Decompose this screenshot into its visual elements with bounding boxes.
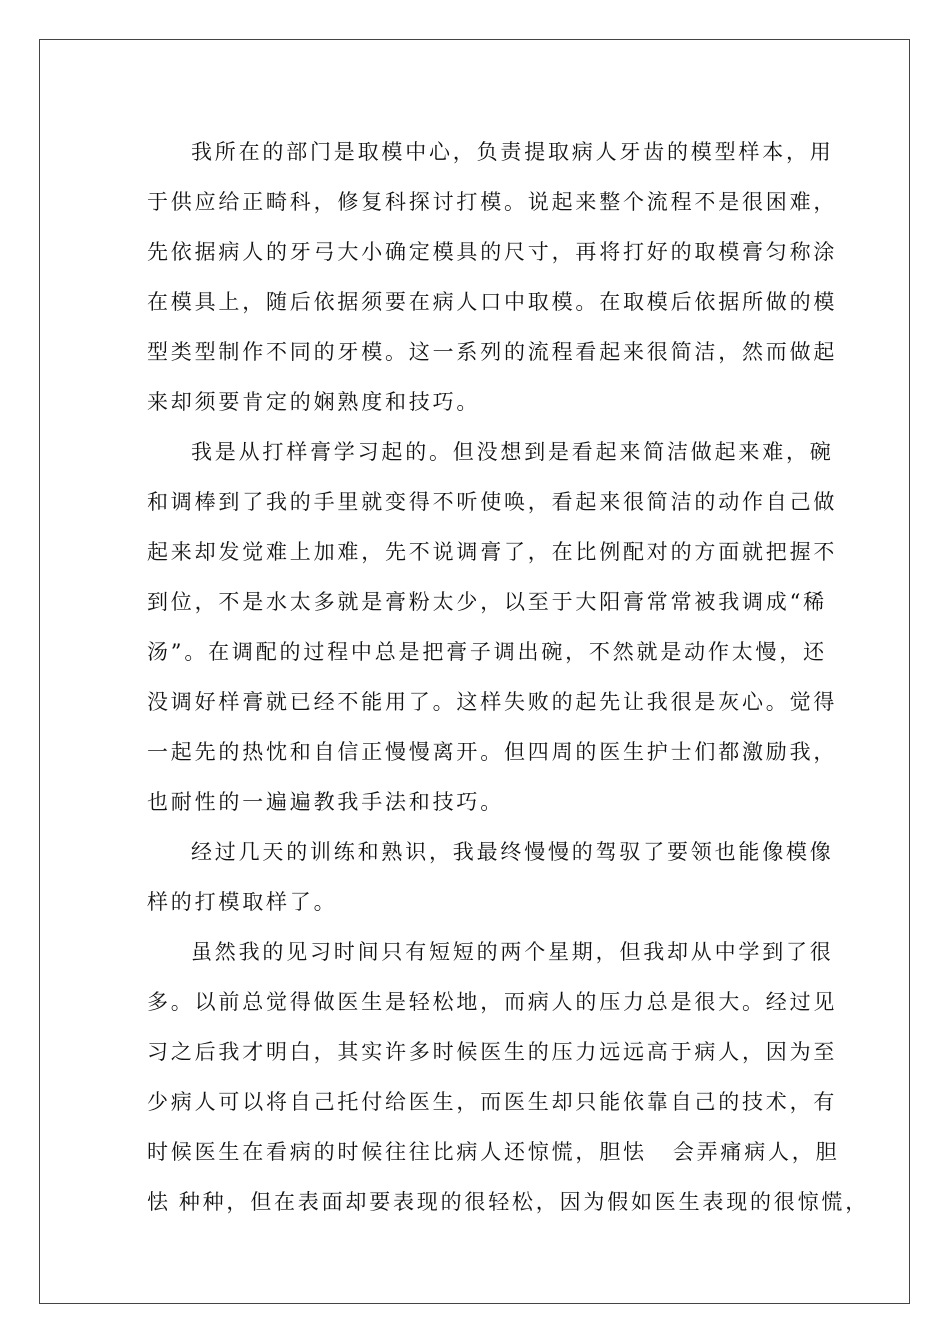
paragraph-4-line-3: 习之后我才明白，其实许多时候医生的压力远远高于病人，因为至 <box>147 1040 838 1064</box>
paragraph-3-line-1: 经过几天的训练和熟识，我最终慢慢的驾驭了要领也能像模像 <box>191 840 834 864</box>
paragraph-3-line-2: 样的打模取样了。 <box>147 890 338 914</box>
document-body <box>147 134 870 1234</box>
paragraph-1-line-6: 来却须要肯定的娴熟度和技巧。 <box>147 390 481 414</box>
paragraph-1-line-4: 在模具上，随后依据须要在病人口中取模。在取模后依据所做的模 <box>147 290 838 314</box>
paragraph-1-line-2: 于供应给正畸科，修复科探讨打模。说起来整个流程不是很困难， <box>147 190 838 214</box>
paragraph-4-line-4: 少病人可以将自己托付给医生，而医生却只能依靠自己的技术，有 <box>147 1090 838 1114</box>
paragraph-2-line-3: 起来却发觉难上加难，先不说调膏了，在比例配对的方面就把握不 <box>147 540 838 564</box>
paragraph-1-line-3: 先依据病人的牙弓大小确定模具的尺寸，再将打好的取模膏匀称涂 <box>147 240 838 264</box>
paragraph-2-line-4: 到位，不是水太多就是膏粉太少，以至于大阳膏常常被我调成“稀 <box>147 590 827 614</box>
paragraph-2-line-8: 也耐性的一遍遍教我手法和技巧。 <box>147 790 504 814</box>
paragraph-4-line-6 <box>147 1184 870 1234</box>
paragraph-1-line-5: 型类型制作不同的牙模。这一系列的流程看起来很简洁，然而做起 <box>147 340 838 364</box>
paragraph-4-line-5-part-1: 时候医生在看病的时候往往比病人还惊慌，胆怯 <box>147 1140 647 1164</box>
paragraph-2-line-1: 我是从打样膏学习起的。但没想到是看起来简洁做起来难，碗 <box>191 440 834 464</box>
paragraph-2-line-2: 和调棒到了我的手里就变得不听使唤，看起来很简洁的动作自己做 <box>147 490 838 514</box>
paragraph-4-line-1: 虽然我的见习时间只有短短的两个星期，但我却从中学到了很 <box>191 940 834 964</box>
paragraph-1-line-1: 我所在的部门是取模中心，负责提取病人牙齿的模型样本，用 <box>191 140 834 164</box>
paragraph-4-line-5-part-2: 会弄痛病人，胆 <box>672 1140 840 1164</box>
paragraph-4-line-5 <box>147 1134 840 1184</box>
paragraph-2-line-6: 没调好样膏就已经不能用了。这样失败的起先让我很是灰心。觉得 <box>147 690 838 714</box>
paragraph-4-line-2: 多。以前总觉得做医生是轻松地，而病人的压力总是很大。经过见 <box>147 990 838 1014</box>
paragraph-2-line-5: 汤”。在调配的过程中总是把膏子调出碗，不然就是动作太慢，还 <box>147 640 827 664</box>
paragraph-4-line-6-part-2: 种种，但在表面却要表现的很轻松，因为假如医生表现的很惊慌， <box>178 1190 870 1214</box>
paragraph-4-line-6-part-1: 怯 <box>147 1190 171 1214</box>
paragraph-2-line-7: 一起先的热忱和自信正慢慢离开。但四周的医生护士们都激励我， <box>147 740 838 764</box>
